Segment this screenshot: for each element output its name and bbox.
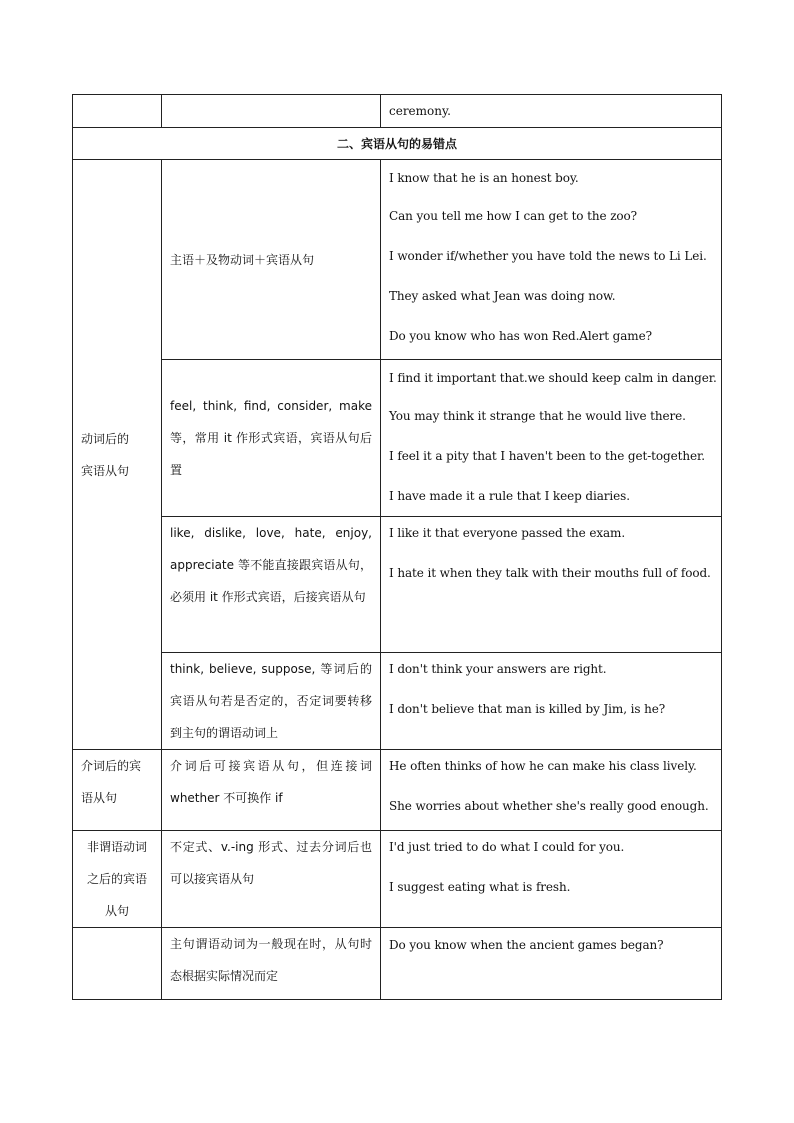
table-row — [73, 653, 722, 750]
rule-cell: like, dislike, love, hate, enjoy, appreciate 等不能直接跟宾语从句，必须用 it 作形式宾语，后接宾语从句 — [162, 517, 381, 653]
category-cell — [73, 95, 162, 128]
example-sentence: I suggest eating what is fresh. — [389, 880, 571, 894]
table-row — [73, 160, 722, 360]
example-cell — [381, 160, 722, 360]
table-row — [73, 750, 722, 831]
grammar-table — [72, 94, 722, 1000]
example-cell — [381, 750, 722, 831]
example-sentence: I'd just tried to do what I could for you. — [389, 840, 625, 854]
rule-cell: 主语＋及物动词＋宾语从句 — [162, 160, 381, 360]
example-sentence: He often thinks of how he can make his class lively. — [389, 759, 697, 773]
category-line: 之后的宾语 — [86, 872, 147, 886]
table-row — [73, 360, 722, 517]
rule-cell — [162, 95, 381, 128]
rule-cell: 介词后可接宾语从句，但连接词 whether 不可换作 if — [162, 750, 381, 831]
example-sentence: I wonder if/whether you have told the news to Li Lei. — [389, 249, 707, 263]
example-sentence: I feel it a pity that I haven't been to the get-together. — [389, 449, 705, 463]
example-cell — [381, 831, 722, 928]
example-sentence: I find it important that.we should keep calm in danger. — [389, 371, 717, 385]
category-line: 介词后的宾 — [81, 759, 142, 773]
example-sentence: I don't think your answers are right. — [389, 662, 607, 676]
table-row — [73, 517, 722, 653]
example-sentence: She worries about whether she's really good enough. — [389, 799, 709, 813]
category-cell — [73, 928, 162, 1000]
example-sentence: I know that he is an honest boy. — [389, 171, 579, 185]
example-sentence: Can you tell me how I can get to the zoo? — [389, 209, 637, 223]
section-title: 二、宾语从句的易错点 — [73, 128, 722, 160]
example-text: ceremony. — [389, 104, 451, 118]
example-cell — [381, 928, 722, 1000]
category-line: 从句 — [104, 904, 129, 918]
category-cell — [73, 831, 162, 928]
example-sentence: You may think it strange that he would live there. — [389, 409, 686, 423]
example-sentence: I have made it a rule that I keep diaries. — [389, 489, 630, 503]
example-sentence: Do you know when the ancient games began? — [389, 938, 664, 952]
rule-cell: 主句谓语动词为一般现在时，从句时态根据实际情况而定 — [162, 928, 381, 1000]
example-cell — [381, 360, 722, 517]
table-row — [73, 831, 722, 928]
table-row — [73, 928, 722, 1000]
category-cell — [73, 160, 162, 750]
table-row — [73, 95, 722, 128]
category-line: 动词后的 — [81, 431, 130, 446]
example-sentence: I hate it when they talk with their mouths full of food. — [389, 566, 711, 580]
section-header-row — [73, 128, 722, 160]
example-cell — [381, 653, 722, 750]
example-sentence: Do you know who has won Red.Alert game? — [389, 329, 652, 343]
example-sentence: I don't believe that man is killed by Jim, is he? — [389, 702, 666, 716]
category-line: 宾语从句 — [81, 463, 130, 478]
example-cell — [381, 517, 722, 653]
rule-cell: think, believe, suppose, 等词后的宾语从句若是否定的，否定词要转移到主句的谓语动词上 — [162, 653, 381, 750]
category-line: 非谓语动词 — [86, 840, 147, 854]
category-cell — [73, 750, 162, 831]
example-cell — [381, 95, 722, 128]
category-line: 语从句 — [81, 791, 118, 805]
example-sentence: They asked what Jean was doing now. — [389, 289, 616, 303]
example-sentence: I like it that everyone passed the exam. — [389, 526, 626, 540]
rule-cell: 不定式、v.-ing 形式、过去分词后也可以接宾语从句 — [162, 831, 381, 928]
rule-cell: feel, think, find, consider, make 等，常用 it 作形式宾语，宾语从句后置 — [162, 360, 381, 517]
